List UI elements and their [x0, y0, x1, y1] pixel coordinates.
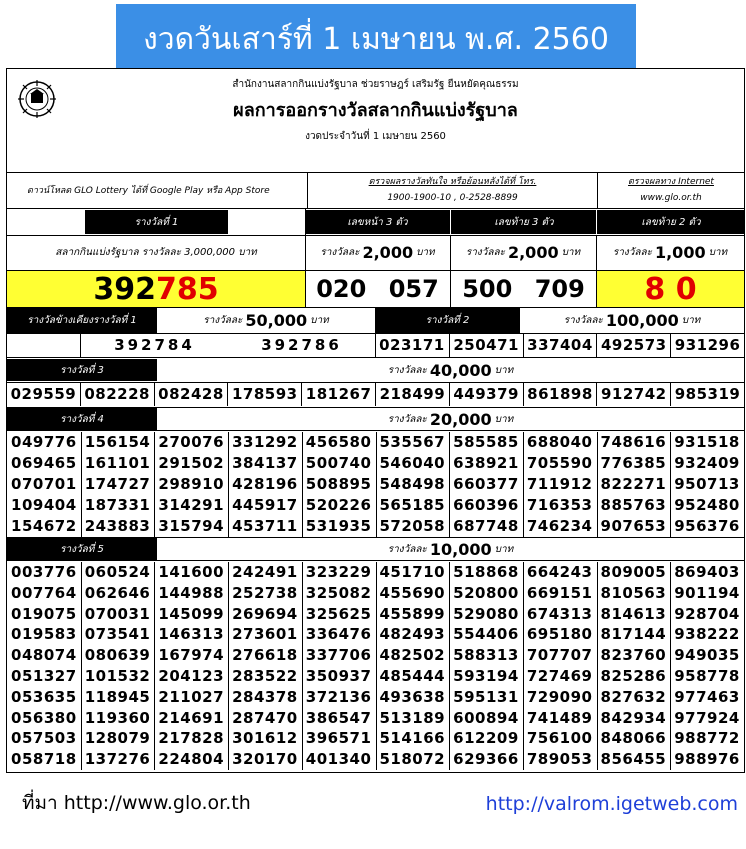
fifth-prize-number: 386547 — [305, 708, 372, 727]
third-prize-number: 029559 — [10, 385, 77, 403]
fifth-prize-number: 518072 — [379, 750, 446, 769]
fifth-prize-row — [7, 749, 744, 770]
fourth-prize-number: 688040 — [526, 433, 593, 451]
fifth-prize-number: 482502 — [379, 646, 446, 665]
fifth-prize-row — [7, 604, 744, 625]
fourth-prize-number: 716353 — [526, 496, 593, 514]
third-prize-number: 449379 — [449, 383, 523, 406]
fifth-prize-number: 401340 — [305, 750, 372, 769]
fifth-prize-number: 669151 — [526, 583, 593, 602]
fifth-prize-number: 958778 — [674, 667, 740, 685]
fifth-prize-number: 518868 — [453, 563, 519, 581]
fourth-prize-number: 711912 — [526, 475, 593, 493]
fifth-prize-number: 336476 — [305, 625, 372, 644]
fifth-prize-row — [7, 583, 744, 604]
fifth-prize-number: 146313 — [158, 625, 225, 644]
fifth-prize-number: 493638 — [379, 687, 446, 706]
fifth-prize-number: 729090 — [526, 687, 593, 706]
fifth-prize-number: 741489 — [526, 708, 593, 727]
fourth-prize-number: 445917 — [232, 496, 298, 514]
results-sheet — [6, 68, 745, 773]
fifth-prize-number: 325082 — [305, 583, 372, 602]
fifth-prize-number: 664243 — [526, 563, 593, 581]
fifth-prize-number: 204123 — [158, 667, 225, 685]
fifth-prize-number: 119360 — [84, 708, 151, 727]
fifth-prize-number: 823760 — [600, 646, 667, 665]
near-first-number: 392784 — [114, 336, 195, 354]
fifth-prize-number: 320170 — [232, 750, 298, 769]
fifth-prize-number: 224804 — [158, 750, 225, 769]
fifth-prize-number: 842934 — [600, 708, 667, 727]
fourth-prize-number: 932409 — [674, 454, 740, 472]
fifth-prize-number: 513189 — [379, 708, 446, 727]
fifth-prize-number: 988976 — [674, 750, 740, 769]
fifth-prize-number: 727469 — [526, 667, 593, 685]
second-prize-number: 492573 — [596, 333, 670, 357]
fifth-prize-number: 128079 — [84, 729, 151, 748]
third-prize-number: 181267 — [301, 383, 375, 406]
fifth-prize-number: 600894 — [453, 708, 519, 727]
fifth-prize-number: 707707 — [526, 646, 593, 665]
second-prize-number: 337404 — [523, 333, 597, 357]
fifth-prize-number: 269694 — [232, 604, 298, 623]
fifth-prize-number: 848066 — [600, 729, 667, 748]
fifth-prize-number: 053635 — [11, 687, 77, 706]
last3-numbers — [450, 271, 596, 307]
fifth-prize-number: 588313 — [453, 646, 519, 665]
issuer-line: สำนักงานสลากกินแบ่งรัฐบาล ช่วยราษฎร์ เสริมรัฐ ยืนหยัดคุณธรรม — [232, 79, 519, 90]
fifth-prize-number: 988772 — [674, 729, 740, 748]
fourth-prize-number: 174727 — [84, 475, 151, 493]
fifth-prize-number: 612209 — [453, 729, 519, 748]
fourth-prize-number: 453711 — [232, 517, 298, 535]
fourth-prize-number: 049776 — [11, 433, 77, 451]
first-prize-amount: สลากกินแบ่งรัฐบาล รางวัลละ 3,000,000 บาท — [55, 247, 257, 258]
second-prize-amount: รางวัลละ 100,000 บาท — [563, 310, 701, 330]
fifth-prize-number: 167974 — [158, 646, 225, 665]
fifth-prize-number: 595131 — [453, 687, 519, 706]
info-row — [7, 172, 744, 209]
fifth-prize-number: 817144 — [600, 625, 667, 644]
fourth-prize-number: 776385 — [600, 454, 667, 472]
fifth-prize-number: 283522 — [232, 667, 298, 685]
fourth-prize-number: 956376 — [674, 517, 740, 535]
fourth-prize-number: 952480 — [674, 496, 740, 514]
fifth-prize-number: 214691 — [158, 708, 225, 727]
fifth-prize-number: 977463 — [674, 687, 740, 706]
fifth-prize-number: 003776 — [11, 563, 77, 581]
fourth-prize-number: 746234 — [526, 517, 593, 535]
fifth-prize-number: 396571 — [305, 729, 372, 748]
fifth-prize-row — [7, 728, 744, 749]
fourth-prize-number: 500740 — [305, 454, 372, 472]
fifth-prize-number: 455899 — [379, 604, 446, 623]
near-first-amount: รางวัลละ 50,000 บาท — [203, 310, 329, 330]
fourth-prize-number: 314291 — [158, 496, 225, 514]
front3-number: 057 — [388, 275, 439, 303]
fourth-prize-row — [7, 495, 744, 516]
fifth-prize-row — [7, 708, 744, 729]
fifth-prize-number: 455690 — [379, 583, 446, 602]
third-prize-number: 861898 — [523, 383, 597, 406]
fourth-prize-number: 572058 — [379, 517, 446, 535]
first-prize-label: รางวัลที่ 1 — [85, 210, 228, 234]
fourth-prize-row — [7, 432, 744, 453]
fourth-prize-row — [7, 453, 744, 474]
fourth-prize-number: 315794 — [158, 517, 225, 535]
fourth-prize-number: 154672 — [11, 517, 77, 535]
fourth-prize-number: 531935 — [305, 517, 372, 535]
fifth-prize-row — [7, 562, 744, 583]
front3-amount: รางวัลละ 2,000 บาท — [320, 243, 435, 262]
fifth-prize-number: 674313 — [526, 604, 593, 623]
last3-label: เลขท้าย 3 ตัว — [450, 210, 597, 234]
phone-numbers: 1900-1900-10 , 0-2528-8899 — [387, 193, 518, 203]
last3-amount: รางวัลละ 2,000 บาท — [465, 243, 581, 262]
near-first-number: 392786 — [261, 336, 342, 354]
third-prize-number: 082428 — [154, 383, 228, 406]
phone-check-title: ตรวจผลรางวัลทันใจ หรือย้อนหลังได้ที่ โทร. — [368, 177, 537, 187]
fifth-prize-amount: รางวัลละ 10,000 บาท — [387, 539, 514, 559]
fifth-prize-number: 485444 — [379, 667, 446, 685]
internet-check-title: ตรวจผลทาง Internet — [628, 177, 714, 187]
page-banner-title: งวดวันเสาร์ที่ 1 เมษายน พ.ศ. 2560 — [116, 4, 636, 74]
fourth-prize-number: 298910 — [158, 475, 225, 493]
fifth-prize-number: 118945 — [84, 687, 151, 706]
internet-url: www.glo.or.th — [640, 193, 702, 203]
fifth-prize-number: 276618 — [232, 646, 298, 665]
fifth-prize-number: 101532 — [84, 667, 151, 685]
fifth-prize-number: 058718 — [11, 750, 77, 769]
fifth-prize-label: รางวัลที่ 5 — [7, 538, 157, 560]
fourth-prize-number: 456580 — [305, 433, 372, 451]
fifth-prize-number: 810563 — [600, 583, 667, 602]
fourth-prize-number: 428196 — [232, 475, 298, 493]
fourth-prize-number: 331292 — [232, 433, 298, 451]
second-prize-number: 023171 — [379, 336, 445, 354]
fifth-prize-number: 482493 — [379, 625, 446, 644]
fifth-prize-number: 856455 — [600, 750, 667, 769]
fourth-prize-number: 270076 — [158, 433, 225, 451]
fourth-prize-number: 748616 — [600, 433, 667, 451]
fifth-prize-number: 901194 — [674, 583, 740, 602]
fifth-prize-row — [7, 624, 744, 645]
fourth-prize-number: 109404 — [11, 496, 77, 514]
fourth-prize-number: 687748 — [453, 517, 519, 535]
fifth-prize-number: 325625 — [305, 604, 372, 623]
fifth-prize-number: 520800 — [453, 583, 519, 602]
third-prize-amount: รางวัลละ 40,000 บาท — [387, 360, 514, 380]
fourth-prize-number: 069465 — [11, 454, 77, 472]
internet-check — [597, 172, 744, 208]
fourth-prize-number: 931518 — [674, 433, 740, 451]
sheet-title: ผลการออกรางวัลสลากกินแบ่งรัฐบาล — [233, 100, 518, 121]
front3-label: เลขหน้า 3 ตัว — [305, 210, 450, 234]
draw-date: งวดประจำวันที่ 1 เมษายน 2560 — [305, 131, 446, 142]
fifth-prize-number: 144988 — [158, 583, 225, 602]
fourth-prize-row — [7, 474, 744, 495]
fourth-prize-amount: รางวัลละ 20,000 บาท — [387, 409, 514, 429]
last3-number: 709 — [534, 275, 585, 303]
fifth-prize-number: 695180 — [526, 625, 593, 644]
fourth-prize-number: 187331 — [84, 496, 151, 514]
fifth-prize-number: 529080 — [453, 604, 519, 623]
fifth-prize-number: 007764 — [11, 583, 77, 602]
third-prize-number: 218499 — [375, 383, 449, 406]
fifth-prize-number: 141600 — [158, 563, 225, 581]
fifth-prize-number: 323229 — [305, 563, 372, 581]
fifth-prize-number: 928704 — [674, 604, 740, 623]
fourth-prize-number: 520226 — [305, 496, 372, 514]
third-prize-label: รางวัลที่ 3 — [7, 359, 157, 381]
fifth-prize-number: 242491 — [232, 563, 298, 581]
fifth-prize-number: 629366 — [453, 750, 519, 769]
fifth-prize-row — [7, 645, 744, 666]
last2-amount: รางวัลละ 1,000 บาท — [612, 243, 728, 262]
fifth-prize-number: 977924 — [674, 708, 740, 727]
download-note: ดาวน์โหลด GLO Lottery ได้ที่ Google Play หรือ App Store — [27, 186, 270, 196]
first-prize-number: 392 785 — [7, 271, 305, 307]
fourth-prize-number: 950713 — [674, 475, 740, 493]
fourth-prize-number: 070701 — [11, 475, 77, 493]
fifth-prize-number: 057503 — [11, 729, 77, 748]
fifth-prize-number: 301612 — [232, 729, 298, 748]
fifth-prize-row — [7, 666, 744, 687]
fourth-prize-number: 585585 — [453, 433, 519, 451]
fourth-prize-number: 548498 — [379, 475, 446, 493]
fifth-prize-number: 554406 — [453, 625, 519, 644]
fifth-prize-number: 252738 — [232, 583, 298, 602]
third-prize-number: 985319 — [670, 383, 744, 406]
fifth-prize-number: 593194 — [453, 667, 519, 685]
fifth-prize-number: 073541 — [84, 625, 151, 644]
second-prize-number: 250471 — [449, 333, 523, 357]
third-prize-row — [7, 383, 744, 406]
fifth-prize-row — [7, 687, 744, 708]
fifth-prize-number: 451710 — [379, 563, 446, 581]
second-prize-number: 931296 — [670, 333, 744, 357]
fifth-prize-number: 756100 — [526, 729, 593, 748]
fourth-prize-number: 660396 — [453, 496, 519, 514]
fourth-prize-number: 565185 — [379, 496, 446, 514]
sheet-header — [7, 69, 744, 173]
fourth-prize-number: 705590 — [526, 454, 593, 472]
third-prize-number: 178593 — [227, 383, 301, 406]
fifth-prize-number: 056380 — [11, 708, 77, 727]
fifth-prize-number: 070031 — [84, 604, 151, 623]
fifth-prize-number: 080639 — [84, 646, 151, 665]
fourth-prize-number: 156154 — [84, 433, 151, 451]
fourth-prize-number: 638921 — [453, 454, 519, 472]
credit-link[interactable]: http://valrom.igetweb.com — [485, 793, 738, 815]
third-prize-number: 912742 — [596, 383, 670, 406]
fifth-prize-number: 949035 — [674, 646, 740, 665]
fifth-prize-number: 350937 — [305, 667, 372, 685]
fifth-prize-number: 284378 — [232, 687, 298, 706]
fifth-prize-number: 273601 — [232, 625, 298, 644]
last2-label: เลขท้าย 2 ตัว — [596, 210, 745, 234]
fifth-prize-number: 287470 — [232, 708, 298, 727]
fifth-prize-number: 019075 — [11, 604, 77, 623]
source-note: ที่มา http://www.glo.or.th — [22, 792, 251, 814]
fifth-prize-number: 145099 — [158, 604, 225, 623]
phone-check — [307, 172, 597, 208]
fourth-prize-number: 508895 — [305, 475, 372, 493]
fifth-prize-number: 938222 — [674, 625, 740, 644]
fourth-prize-number: 535567 — [379, 433, 446, 451]
fifth-prize-number: 051327 — [11, 667, 77, 685]
near-first-label: รางวัลข้างเคียงรางวัลที่ 1 — [7, 307, 157, 333]
fourth-prize-number: 885763 — [600, 496, 667, 514]
fourth-prize-number: 243883 — [84, 517, 151, 535]
fifth-prize-number: 789053 — [526, 750, 593, 769]
fifth-prize-number: 825286 — [600, 667, 667, 685]
fourth-prize-label: รางวัลที่ 4 — [7, 408, 157, 430]
fourth-prize-row — [7, 516, 744, 537]
front3-number: 020 — [316, 275, 367, 303]
fourth-prize-number: 384137 — [232, 454, 298, 472]
fifth-prize-number: 514166 — [379, 729, 446, 748]
third-prize-number: 082228 — [80, 383, 154, 406]
fourth-prize-number: 907653 — [600, 517, 667, 535]
fourth-prize-number: 660377 — [453, 475, 519, 493]
fifth-prize-number: 372136 — [305, 687, 372, 706]
second-prize-label: รางวัลที่ 2 — [375, 307, 520, 333]
fourth-prize-number: 546040 — [379, 454, 446, 472]
fifth-prize-number: 048074 — [11, 646, 77, 665]
fourth-prize-number: 291502 — [158, 454, 225, 472]
fifth-prize-number: 217828 — [158, 729, 225, 748]
fourth-prize-number: 161101 — [84, 454, 151, 472]
fifth-prize-number: 211027 — [158, 687, 225, 706]
fourth-prize-number: 822271 — [600, 475, 667, 493]
fifth-prize-number: 869403 — [674, 563, 740, 581]
front3-numbers — [305, 271, 450, 307]
fifth-prize-number: 019583 — [11, 625, 77, 644]
fifth-prize-number: 137276 — [84, 750, 151, 769]
fifth-prize-number: 814613 — [600, 604, 667, 623]
fifth-prize-number: 062646 — [84, 583, 151, 602]
last2-number: 8 0 — [596, 271, 744, 307]
fifth-prize-number: 809005 — [600, 563, 667, 581]
fifth-prize-number: 060524 — [84, 563, 151, 581]
fifth-prize-number: 337706 — [305, 646, 372, 665]
fifth-prize-number: 827632 — [600, 687, 667, 706]
last3-number: 500 — [462, 275, 513, 303]
